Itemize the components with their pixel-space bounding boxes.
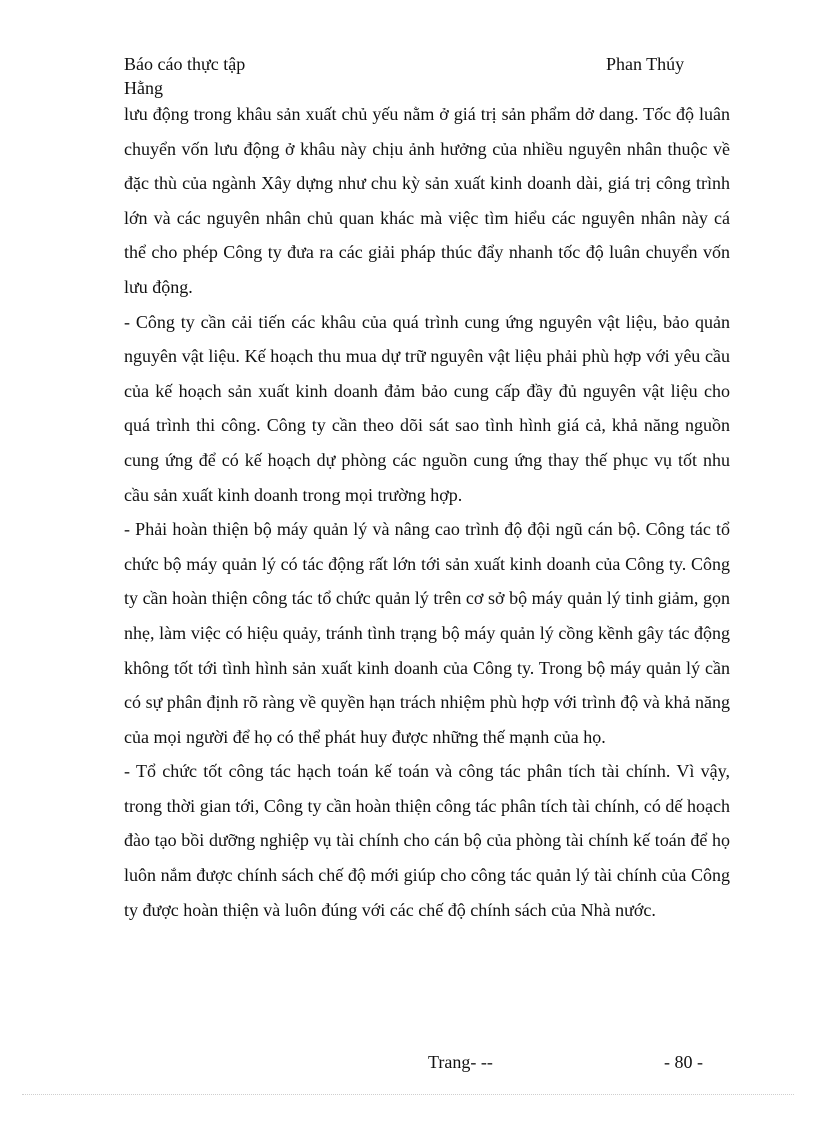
- author-name: Phan Thúy: [606, 54, 685, 74]
- report-title: Báo cáo thực tập: [124, 54, 246, 74]
- paragraph: - Tổ chức tốt công tác hạch toán kế toán và công tác phân tích tài chính. Vì vậy, trong thời gian tới, Công ty cần hoàn thiện công tác phân tích tài chính, có dế hoạch đào tạo bồi dưỡng nghiệp vụ tài chính cho cán bộ của phòng tài chính kế toán để họ luôn nắm được chính sách chế độ mới giúp cho công tác quản lý tài chính của Công ty được hoàn thiện và luôn đúng với các chế độ chính sách của Nhà nước.: [124, 761, 730, 920]
- paragraph: - Công ty cần cải tiến các khâu của quá trình cung ứng nguyên vật liệu, bảo quản nguyên vật liệu. Kế hoạch thu mua dự trữ nguyên vật liệu phải phù hợp với yêu cầu của kế hoạch sản xuất kinh doanh đảm bảo cung cấp đầy đủ nguyên vật liệu cho quá trình thi công. Công ty cần theo dõi sát sao tình hình giá cả, khả năng nguồn cung ứng để có kế hoạch dự phòng các nguồn cung ứng thay thế phục vụ tốt nhu cầu sản xuất kinh doanh trong mọi trường hợp.: [124, 311, 730, 505]
- page-label: Trang- --: [428, 1052, 493, 1072]
- paragraph: - Phải hoàn thiện bộ máy quản lý và nâng cao trình độ đội ngũ cán bộ. Công tác tổ chức bộ máy quản lý có tác động rất lớn tới sản xuất kinh doanh của Công ty. Công ty cần hoàn thiện công tác tổ chức quản lý trên cơ sở bộ máy quản lý tinh giảm, gọn nhẹ, làm việc có hiệu quảy, tránh tình trạng bộ máy quản lý cồng kềnh gây tác động không tốt tới tình hình sản xuất kinh doanh của Công ty. Trong bộ máy quản lý cần có sự phân định rõ ràng về quyền hạn trách nhiệm phù hợp với trình độ và khả năng của mọi người để họ có thể phát huy được những thế mạnh của họ.: [124, 519, 730, 747]
- body-text: [124, 97, 730, 927]
- paragraph: lưu động trong khâu sản xuất chủ yếu nằm ở giá trị sản phẩm dở dang. Tốc độ luân chuyển vốn lưu động ở khâu này chịu ảnh hưởng của nhiều nguyên nhân thuộc về đặc thù của ngành Xây dựng như chu kỳ sản xuất kinh doanh dài, giá trị công trình lớn và các nguyên nhân chủ quan khác mà việc tìm hiểu các nguyên nhân này cá thể cho phép Công ty đưa ra các giải pháp thúc đẩy nhanh tốc độ luân chuyển vốn lưu động.: [124, 104, 730, 297]
- author-name-continued: Hằng: [124, 78, 163, 98]
- page-number: - 80 -: [664, 1052, 703, 1072]
- page-bottom-divider: [22, 1094, 794, 1095]
